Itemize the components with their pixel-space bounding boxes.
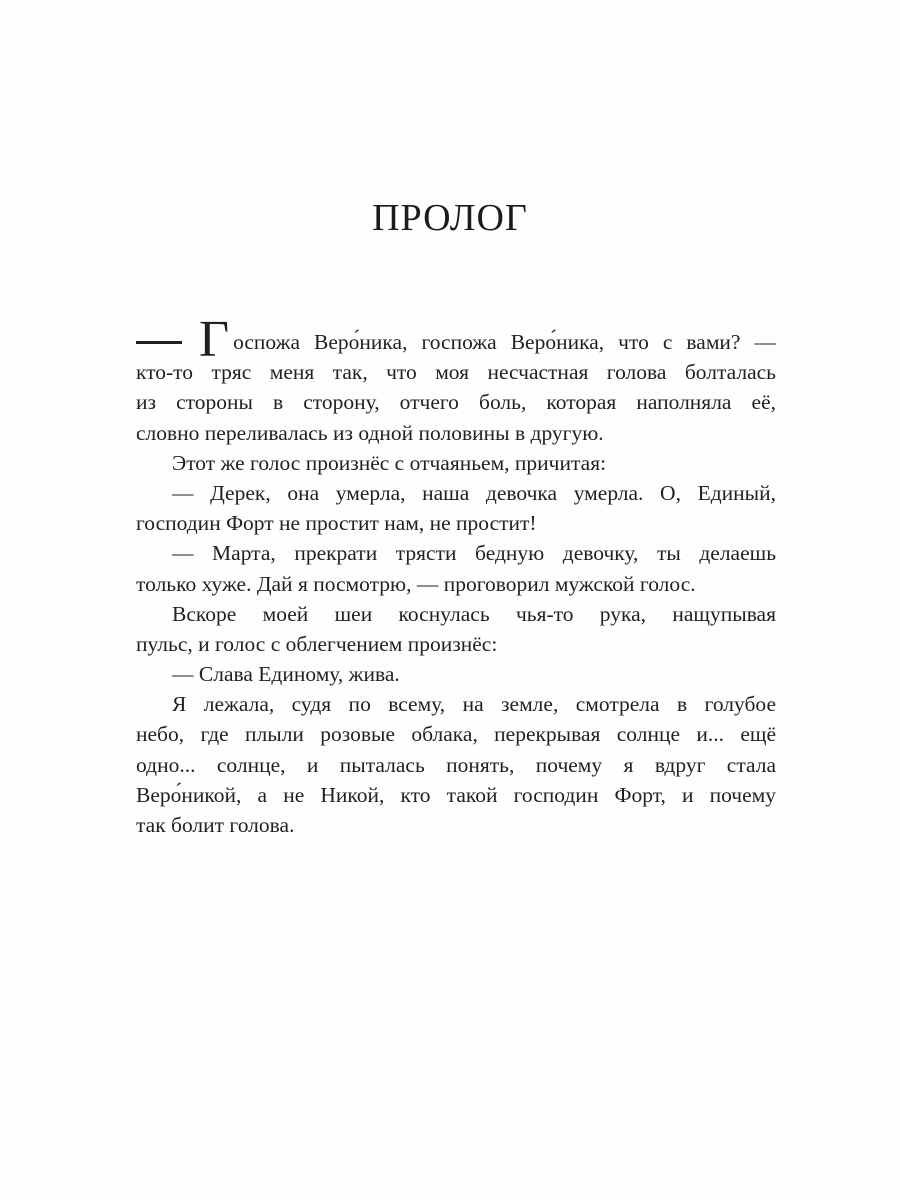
text-line: небо, где плыли розовые облака, перекрывая солнце и... ещё bbox=[136, 722, 776, 747]
text-line: Веро́никой, а не Никой, кто такой господин Форт, и почему bbox=[136, 782, 776, 807]
chapter-title: ПРОЛОГ bbox=[372, 197, 528, 239]
text-line: — Слава Единому, жива. bbox=[172, 662, 400, 687]
text-line: одно... солнце, и пыталась понять, почему я вдруг стала bbox=[136, 752, 776, 777]
text-line: Этот же голос произнёс с отчаяньем, причитая: bbox=[172, 450, 607, 475]
text-line: Вскоре моей шеи коснулась чья-то рука, нащупывая bbox=[172, 601, 776, 626]
text-line: оспожа Веро́ника, госпожа Веро́ника, что с вами? — bbox=[233, 329, 776, 354]
text-line: Я лежала, судя по всему, на земле, смотрела в голубое bbox=[172, 692, 776, 717]
paragraph-lines bbox=[136, 357, 776, 840]
text-line: — Марта, прекрати трясти бедную девочку, ты делаешь bbox=[172, 541, 776, 566]
first-line-with-drop-cap bbox=[136, 311, 776, 369]
text-line: словно переливалась из одной половины в другую. bbox=[136, 420, 604, 445]
text-line: так болит голова. bbox=[136, 813, 295, 837]
drop-cap: Г bbox=[199, 311, 230, 369]
chapter-body bbox=[136, 311, 776, 840]
text-line: — Дерек, она умерла, наша девочка умерла. О, Единый, bbox=[172, 480, 776, 505]
text-line: из стороны в сторону, отчего боль, которая наполняла её, bbox=[136, 390, 776, 415]
em-dash-ornament bbox=[136, 341, 182, 344]
text-line: господин Форт не простит нам, не простит! bbox=[136, 511, 537, 536]
text-line: кто-то тряс меня так, что моя несчастная голова болталась bbox=[136, 360, 776, 385]
text-line: только хуже. Дай я посмотрю, — проговорил мужской голос. bbox=[136, 571, 696, 596]
text-line: пульс, и голос с облегчением произнёс: bbox=[136, 631, 498, 656]
